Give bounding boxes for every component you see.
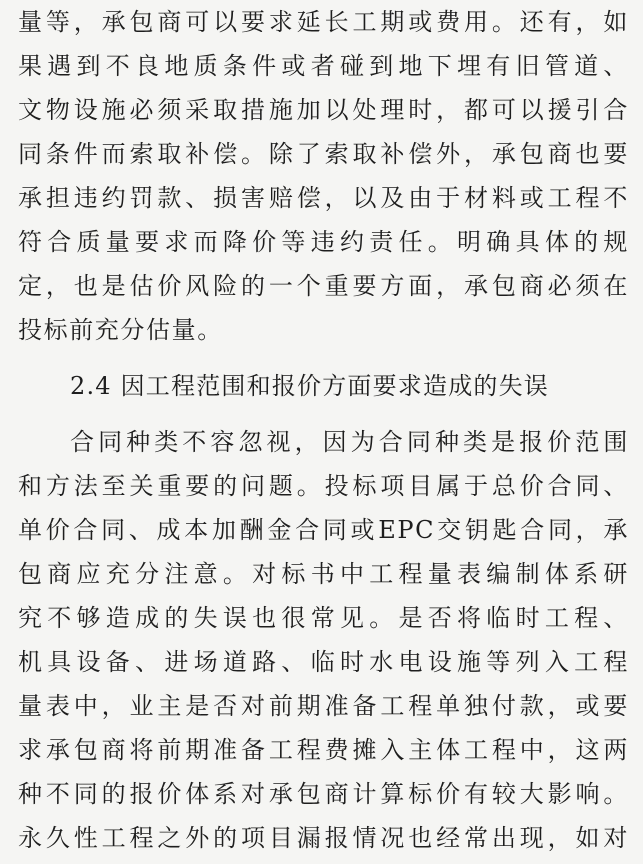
paragraph-1-line-1: 量等，承包商可以要求延长工期或费用。还有，如 <box>18 8 629 36</box>
paragraph-1-line-4: 同条件而索取补偿。除了索取补偿外，承包商也要 <box>18 140 629 168</box>
paragraph-2-line-2: 和方法至关重要的问题。投标项目属于总价合同、 <box>18 472 629 500</box>
paragraph-1-line-6: 符合质量要求而降价等违约责任。明确具体的规 <box>18 228 629 256</box>
paragraph-2-line-6: 机具设备、进场道路、临时水电设施等列入工程 <box>18 648 629 676</box>
paragraph-2-line-4: 包商应充分注意。对标书中工程量表编制体系研 <box>18 560 629 588</box>
paragraph-1-line-7: 定，也是估价风险的一个重要方面，承包商必须在 <box>18 272 629 300</box>
paragraph-1-line-3: 文物设施必须采取措施加以处理时，都可以援引合 <box>18 96 629 124</box>
paragraph-2-line-7: 量表中，业主是否对前期准备工程单独付款，或要 <box>18 692 629 720</box>
paragraph-2-line-1: 合同种类不容忽视，因为合同种类是报价范围 <box>70 428 629 456</box>
paragraph-1-line-8: 投标前充分估量。 <box>18 316 223 344</box>
section-heading: 2.4 因工程范围和报价方面要求造成的失误 <box>70 372 549 400</box>
paragraph-1-line-5: 承担违约罚款、损害赔偿，以及由于材料或工程不 <box>18 184 629 212</box>
paragraph-2-line-9: 种不同的报价体系对承包商计算标价有较大影响。 <box>18 780 629 808</box>
paragraph-2-line-3: 单价合同、成本加酬金合同或EPC交钥匙合同，承 <box>18 516 629 544</box>
paragraph-2-line-8: 求承包商将前期准备工程费摊入主体工程中，这两 <box>18 736 629 764</box>
paragraph-2-line-10: 永久性工程之外的项目漏报情况也经常出现，如对 <box>18 824 629 852</box>
paragraph-1-line-2: 果遇到不良地质条件或者碰到地下埋有旧管道、 <box>18 52 629 80</box>
paragraph-2-line-5: 究不够造成的失误也很常见。是否将临时工程、 <box>18 604 629 632</box>
